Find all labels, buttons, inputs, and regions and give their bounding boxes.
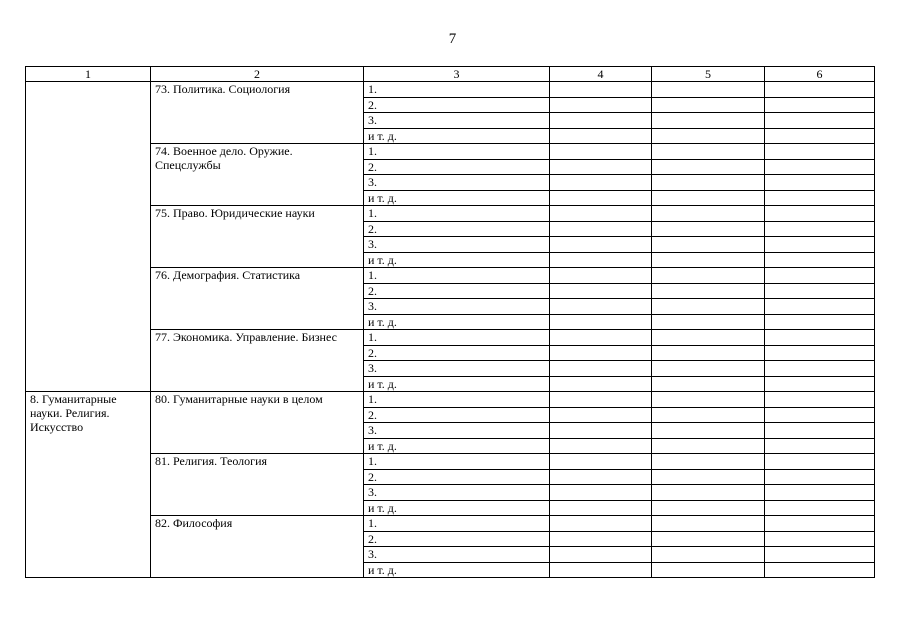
empty-cell-col-6: [765, 206, 875, 222]
empty-cell-col-5: [652, 562, 765, 578]
empty-cell-col-4: [550, 283, 652, 299]
table-row: [26, 82, 875, 98]
empty-cell-col-4: [550, 392, 652, 408]
empty-cell-col-4: [550, 237, 652, 253]
subsection-title: 75. Право. Юридические науки: [151, 206, 364, 268]
empty-cell-col-6: [765, 516, 875, 532]
empty-cell-col-6: [765, 361, 875, 377]
empty-cell-col-5: [652, 547, 765, 563]
empty-cell-col-6: [765, 190, 875, 206]
empty-cell-col-4: [550, 485, 652, 501]
empty-cell-col-6: [765, 144, 875, 160]
item-number-cell: 1.: [364, 330, 550, 346]
item-number-cell: и т. д.: [364, 314, 550, 330]
empty-cell-col-5: [652, 175, 765, 191]
empty-cell-col-5: [652, 330, 765, 346]
empty-cell-col-6: [765, 485, 875, 501]
empty-cell-col-4: [550, 144, 652, 160]
empty-cell-col-5: [652, 361, 765, 377]
item-number-cell: 3.: [364, 237, 550, 253]
empty-cell-col-6: [765, 547, 875, 563]
empty-cell-col-5: [652, 407, 765, 423]
empty-cell-col-4: [550, 128, 652, 144]
item-number-cell: 3.: [364, 547, 550, 563]
item-number-cell: 3.: [364, 175, 550, 191]
item-number-cell: 2.: [364, 531, 550, 547]
empty-cell-col-4: [550, 299, 652, 315]
empty-cell-col-5: [652, 144, 765, 160]
empty-cell-col-5: [652, 345, 765, 361]
empty-cell-col-6: [765, 562, 875, 578]
item-number-cell: 1.: [364, 82, 550, 98]
empty-cell-col-4: [550, 376, 652, 392]
empty-cell-col-6: [765, 392, 875, 408]
empty-cell-col-6: [765, 330, 875, 346]
empty-cell-col-5: [652, 82, 765, 98]
empty-cell-col-4: [550, 361, 652, 377]
empty-cell-col-4: [550, 268, 652, 284]
empty-cell-col-4: [550, 82, 652, 98]
empty-cell-col-5: [652, 531, 765, 547]
empty-cell-col-6: [765, 97, 875, 113]
empty-cell-col-6: [765, 314, 875, 330]
subsection-title: 77. Экономика. Управление. Бизнес: [151, 330, 364, 392]
empty-cell-col-4: [550, 252, 652, 268]
table-row: [26, 144, 875, 160]
table-row: [26, 454, 875, 470]
empty-cell-col-6: [765, 299, 875, 315]
empty-cell-col-4: [550, 423, 652, 439]
item-number-cell: и т. д.: [364, 376, 550, 392]
empty-cell-col-4: [550, 531, 652, 547]
empty-cell-col-6: [765, 159, 875, 175]
item-number-cell: 2.: [364, 469, 550, 485]
table-row: [26, 206, 875, 222]
column-header-5: 5: [652, 67, 765, 82]
item-number-cell: 2.: [364, 283, 550, 299]
section-title: [26, 82, 151, 392]
item-number-cell: 1.: [364, 268, 550, 284]
empty-cell-col-5: [652, 268, 765, 284]
empty-cell-col-4: [550, 175, 652, 191]
empty-cell-col-5: [652, 283, 765, 299]
empty-cell-col-4: [550, 547, 652, 563]
empty-cell-col-5: [652, 454, 765, 470]
item-number-cell: 3.: [364, 361, 550, 377]
item-number-cell: 1.: [364, 392, 550, 408]
header-row: [26, 67, 875, 82]
item-number-cell: 3.: [364, 113, 550, 129]
section-title: 8. Гуманитарные науки. Религия. Искусство: [26, 392, 151, 578]
empty-cell-col-4: [550, 438, 652, 454]
empty-cell-col-6: [765, 469, 875, 485]
empty-cell-col-5: [652, 516, 765, 532]
empty-cell-col-4: [550, 469, 652, 485]
item-number-cell: 2.: [364, 345, 550, 361]
empty-cell-col-5: [652, 113, 765, 129]
table-row: [26, 516, 875, 532]
column-header-1: 1: [26, 67, 151, 82]
item-number-cell: 3.: [364, 299, 550, 315]
empty-cell-col-5: [652, 237, 765, 253]
column-header-4: 4: [550, 67, 652, 82]
column-header-6: 6: [765, 67, 875, 82]
empty-cell-col-6: [765, 128, 875, 144]
table-row: [26, 392, 875, 408]
item-number-cell: и т. д.: [364, 500, 550, 516]
classification-table: [25, 66, 875, 578]
item-number-cell: и т. д.: [364, 438, 550, 454]
empty-cell-col-5: [652, 500, 765, 516]
empty-cell-col-6: [765, 252, 875, 268]
empty-cell-col-6: [765, 237, 875, 253]
item-number-cell: и т. д.: [364, 562, 550, 578]
empty-cell-col-5: [652, 221, 765, 237]
empty-cell-col-6: [765, 376, 875, 392]
item-number-cell: 1.: [364, 454, 550, 470]
item-number-cell: 2.: [364, 159, 550, 175]
empty-cell-col-6: [765, 82, 875, 98]
empty-cell-col-6: [765, 500, 875, 516]
empty-cell-col-5: [652, 252, 765, 268]
empty-cell-col-4: [550, 97, 652, 113]
empty-cell-col-4: [550, 221, 652, 237]
empty-cell-col-5: [652, 128, 765, 144]
empty-cell-col-4: [550, 190, 652, 206]
empty-cell-col-5: [652, 159, 765, 175]
empty-cell-col-6: [765, 531, 875, 547]
item-number-cell: и т. д.: [364, 128, 550, 144]
empty-cell-col-6: [765, 423, 875, 439]
item-number-cell: 3.: [364, 423, 550, 439]
item-number-cell: 2.: [364, 97, 550, 113]
item-number-cell: 2.: [364, 221, 550, 237]
table-row: [26, 268, 875, 284]
empty-cell-col-5: [652, 469, 765, 485]
table-header: [26, 67, 875, 82]
column-header-3: 3: [364, 67, 550, 82]
empty-cell-col-4: [550, 516, 652, 532]
empty-cell-col-4: [550, 206, 652, 222]
empty-cell-col-4: [550, 345, 652, 361]
empty-cell-col-5: [652, 299, 765, 315]
empty-cell-col-4: [550, 314, 652, 330]
subsection-title: 76. Демография. Статистика: [151, 268, 364, 330]
column-header-2: 2: [151, 67, 364, 82]
empty-cell-col-5: [652, 206, 765, 222]
empty-cell-col-6: [765, 283, 875, 299]
empty-cell-col-5: [652, 423, 765, 439]
empty-cell-col-4: [550, 407, 652, 423]
empty-cell-col-4: [550, 159, 652, 175]
item-number-cell: 1.: [364, 516, 550, 532]
empty-cell-col-5: [652, 314, 765, 330]
item-number-cell: и т. д.: [364, 252, 550, 268]
empty-cell-col-4: [550, 330, 652, 346]
empty-cell-col-6: [765, 175, 875, 191]
empty-cell-col-6: [765, 438, 875, 454]
empty-cell-col-6: [765, 221, 875, 237]
empty-cell-col-4: [550, 113, 652, 129]
empty-cell-col-6: [765, 407, 875, 423]
page-number: 7: [448, 31, 457, 47]
empty-cell-col-4: [550, 454, 652, 470]
empty-cell-col-5: [652, 190, 765, 206]
empty-cell-col-4: [550, 500, 652, 516]
subsection-title: 73. Политика. Социология: [151, 82, 364, 144]
item-number-cell: и т. д.: [364, 190, 550, 206]
subsection-title: 80. Гуманитарные науки в целом: [151, 392, 364, 454]
empty-cell-col-6: [765, 113, 875, 129]
subsection-title: 81. Религия. Теология: [151, 454, 364, 516]
empty-cell-col-6: [765, 268, 875, 284]
empty-cell-col-5: [652, 438, 765, 454]
item-number-cell: 1.: [364, 144, 550, 160]
subsection-title: 74. Военное дело. Оружие. Спецслужбы: [151, 144, 364, 206]
subsection-title: 82. Философия: [151, 516, 364, 578]
table-row: [26, 330, 875, 346]
empty-cell-col-5: [652, 392, 765, 408]
table-body: [26, 82, 875, 578]
empty-cell-col-6: [765, 454, 875, 470]
empty-cell-col-4: [550, 562, 652, 578]
empty-cell-col-5: [652, 485, 765, 501]
item-number-cell: 3.: [364, 485, 550, 501]
empty-cell-col-5: [652, 97, 765, 113]
item-number-cell: 2.: [364, 407, 550, 423]
empty-cell-col-5: [652, 376, 765, 392]
item-number-cell: 1.: [364, 206, 550, 222]
empty-cell-col-6: [765, 345, 875, 361]
